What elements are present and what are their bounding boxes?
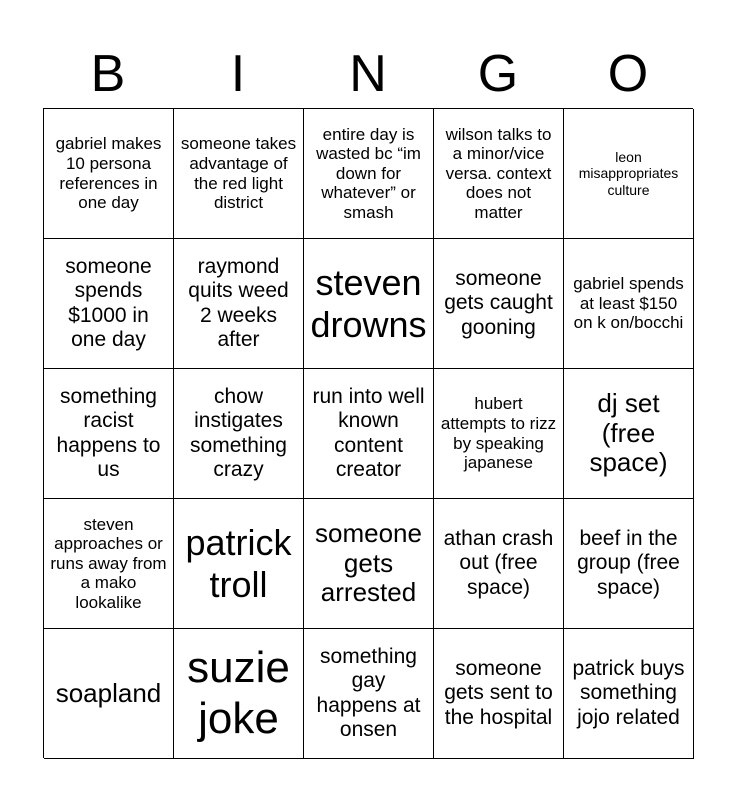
- header-letter-g: G: [477, 45, 519, 103]
- bingo-cell-r3c1[interactable]: [44, 369, 174, 499]
- cell-text: steven drowns: [310, 262, 427, 345]
- cell-text: steven approaches or runs away from a mako lookalike: [50, 514, 167, 612]
- cell-text: hubert attempts to rizz by speaking japanese: [440, 394, 557, 473]
- bingo-grid: [43, 108, 693, 758]
- cell-text: raymond quits weed 2 weeks after: [188, 255, 289, 351]
- bingo-cell-r1c1[interactable]: [44, 109, 174, 239]
- header-letter-i: I: [230, 45, 246, 103]
- bingo-header: [43, 40, 693, 108]
- bingo-cell-r3c3[interactable]: [304, 369, 434, 499]
- bingo-cell-r4c5[interactable]: [564, 499, 694, 629]
- cell-text: someone spends $1000 in one day: [65, 255, 152, 351]
- header-letter-n: N: [349, 45, 387, 103]
- bingo-cell-r2c5[interactable]: [564, 239, 694, 369]
- cell-text: gabriel makes 10 persona references in one day: [55, 134, 162, 213]
- bingo-cell-r4c4[interactable]: [434, 499, 564, 629]
- cell-text: soapland: [55, 677, 162, 708]
- bingo-cell-r2c3[interactable]: [304, 239, 434, 369]
- bingo-cell-r4c1[interactable]: [44, 499, 174, 629]
- bingo-cell-r5c3[interactable]: [304, 629, 434, 759]
- bingo-cell-r5c2[interactable]: [174, 629, 304, 759]
- bingo-cell-r4c3[interactable]: [304, 499, 434, 629]
- bingo-cell-r2c1[interactable]: [44, 239, 174, 369]
- bingo-cell-r4c2[interactable]: [174, 499, 304, 629]
- cell-text: someone gets caught gooning: [444, 267, 553, 339]
- bingo-cell-r1c5[interactable]: [564, 109, 694, 239]
- bingo-cell-r1c3[interactable]: [304, 109, 434, 239]
- cell-text: patrick buys something jojo related: [572, 657, 685, 729]
- bingo-cell-r1c4[interactable]: [434, 109, 564, 239]
- cell-text: someone takes advantage of the red light district: [180, 134, 297, 213]
- bingo-cell-r3c4[interactable]: [434, 369, 564, 499]
- bingo-cell-r5c1[interactable]: [44, 629, 174, 759]
- header-letter-b: B: [90, 45, 126, 103]
- cell-text: run into well known content creator: [312, 385, 425, 481]
- bingo-cell-r2c2[interactable]: [174, 239, 304, 369]
- bingo-cell-r1c2[interactable]: [174, 109, 304, 239]
- bingo-cell-r3c2[interactable]: [174, 369, 304, 499]
- bingo-cell-r5c4[interactable]: [434, 629, 564, 759]
- header-letter-o: O: [607, 45, 649, 103]
- cell-text: athan crash out (free space): [443, 527, 554, 599]
- cell-text: dj set (free space): [589, 387, 668, 478]
- bingo-cell-r5c5[interactable]: [564, 629, 694, 759]
- cell-text: someone gets sent to the hospital: [444, 657, 553, 729]
- cell-text: leon misappropriates culture: [578, 149, 679, 198]
- cell-text: wilson talks to a minor/vice versa. context does not matter: [445, 124, 552, 222]
- cell-text: something racist happens to us: [56, 385, 161, 481]
- cell-text: chow instigates something crazy: [190, 385, 287, 481]
- cell-text: gabriel spends at least $150 on k on/bocchi: [573, 274, 684, 333]
- cell-text: beef in the group (free space): [577, 527, 680, 599]
- cell-text: something gay happens at onsen: [316, 645, 421, 741]
- bingo-cell-r2c4[interactable]: [434, 239, 564, 369]
- bingo-cell-r3c5[interactable]: [564, 369, 694, 499]
- cell-text: someone gets arrested: [315, 517, 422, 608]
- cell-text: patrick troll: [185, 522, 292, 605]
- cell-text: entire day is wasted bc “im down for whatever” or smash: [316, 124, 421, 222]
- cell-text: suzie joke: [187, 642, 290, 743]
